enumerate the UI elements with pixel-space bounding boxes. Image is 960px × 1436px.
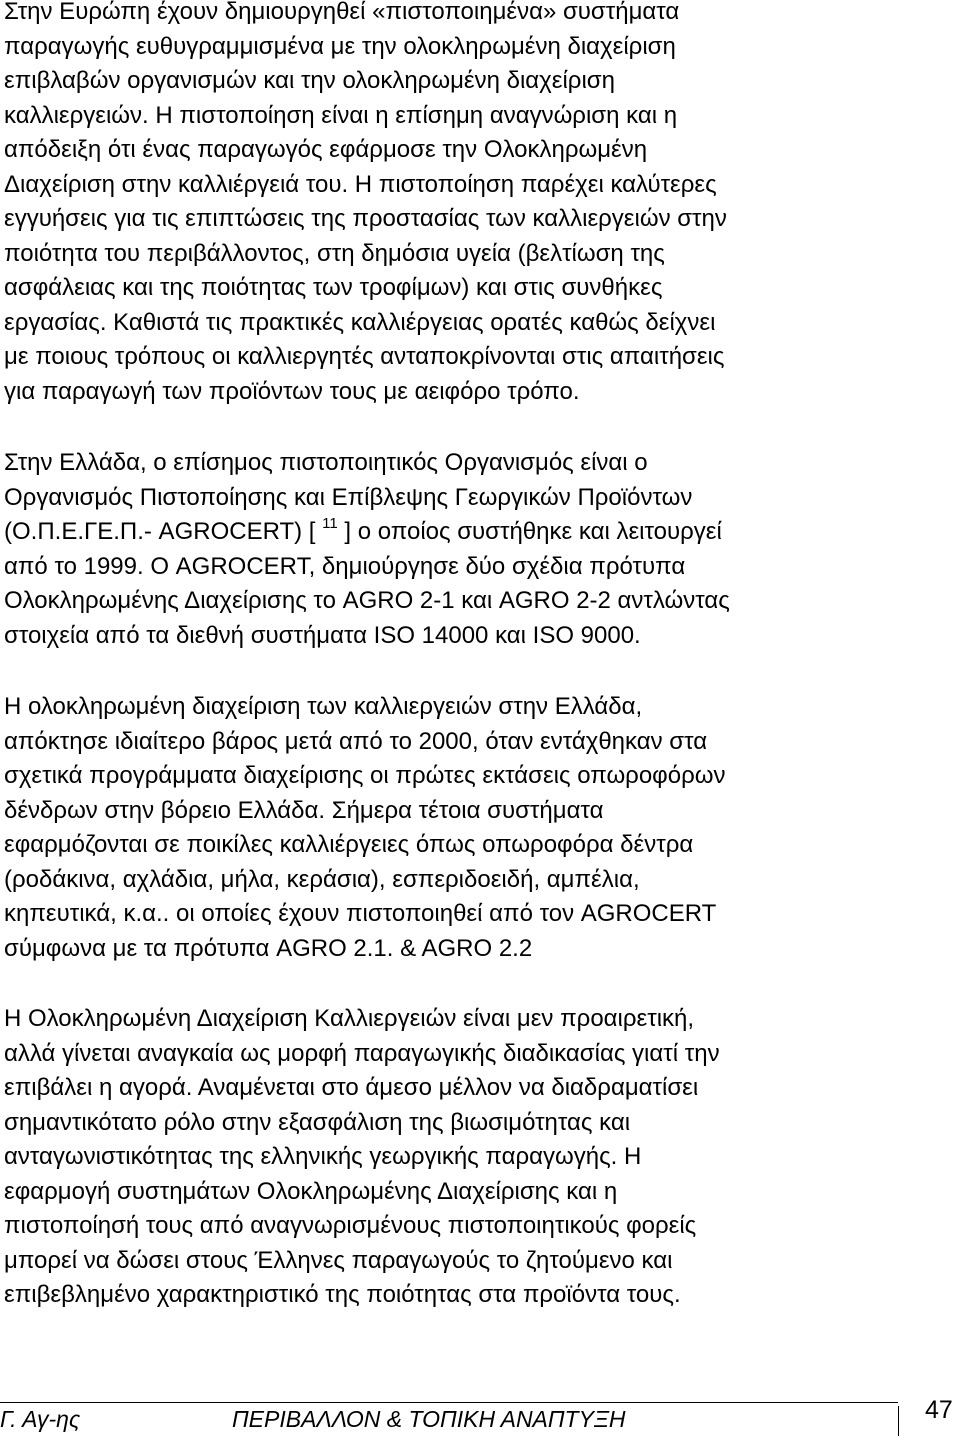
text-line: σχετικά προγράμματα διαχείρισης οι πρώτες εκτάσεις οπωροφόρων (4, 762, 726, 789)
text-line: Οργανισμός Πιστοποίησης και Επίβλεψης Γεωργικών Προϊόντων (4, 483, 693, 511)
reference-line-after: ] ο οποίος συστήθηκε και λειτουργεί (337, 518, 722, 545)
page-footer (0, 1396, 960, 1436)
text-line: πιστοποίησή τους από αναγνωρισμένους πιστοποιητικούς φορείς (4, 1212, 697, 1239)
text-line: ανταγωνιστικότητας της ελληνικής γεωργικής παραγωγής. Η (4, 1143, 642, 1170)
footer-title: ΠΕΡΙΒΑΛΛΟΝ & ΤΟΠΙΚΗ ΑΝΑΠΤΥΞΗ (232, 1406, 626, 1432)
text-line: Η Ολοκληρωμένη Διαχείριση Καλλιεργειών είναι μεν προαιρετική, (4, 1005, 695, 1032)
text-line: απόκτησε ιδιαίτερο βάρος μετά από το 2000, όταν εντάχθηκαν στα (4, 727, 708, 755)
text-line: για παραγωγή των προϊόντων τους με αειφόρο τρόπο. (4, 377, 580, 405)
footer-divider (898, 1406, 899, 1436)
text-line-with-reference (4, 515, 948, 550)
paragraph-integrated-management-greece (4, 690, 948, 966)
footer-author: Γ. Αγ-ης (0, 1406, 81, 1432)
text-line: παραγωγής ευθυγραμμισμένα με την ολοκληρωμένη διαχείριση (4, 32, 676, 60)
text-line: Ολοκληρωμένης Διαχείρισης το AGRO 2-1 και AGRO 2-2 αντλώντας (4, 587, 730, 614)
text-line: επιβάλει η αγορά. Αναμένεται στο άμεσο μέλλον να διαδραματίσει (4, 1074, 699, 1101)
paragraph-certification-europe (4, 0, 948, 409)
text-line: σημαντικότατο ρόλο στην εξασφάλιση της βιωσιμότητας και (4, 1108, 631, 1136)
footer-rule (0, 1402, 898, 1403)
text-line: καλλιεργειών. Η πιστοποίηση είναι η επίσημη αναγνώριση και η (4, 101, 678, 129)
paragraph-market-requirement (4, 1002, 948, 1313)
reference-line-before: (Ο.Π.Ε.ΓΕ.Π.- AGROCERT) [ (4, 518, 323, 545)
text-line: με ποιους τρόπους οι καλλιεργητές ανταποκρίνονται στις απαιτήσεις (4, 343, 725, 370)
text-line: εφαρμόζονται σε ποικίλες καλλιέργειες όπως οπωροφόρα δέντρα (4, 831, 694, 858)
text-line: εργασίας. Καθιστά τις πρακτικές καλλιέργειας ορατές καθώς δείχνει (4, 308, 716, 336)
text-line: ασφάλειας και της ποιότητας των τροφίμων) και στις συνθήκες (4, 274, 663, 301)
text-line: κηπευτικά, κ.α.. οι οποίες έχουν πιστοποιηθεί από τον AGROCERT (4, 900, 717, 927)
text-line: Στην Ευρώπη έχουν δημιουργηθεί «πιστοποιημένα» συστήματα (4, 0, 680, 25)
text-line: απόδειξη ότι ένας παραγωγός εφάρμοσε την Ολοκληρωμένη (4, 136, 648, 163)
text-line: Η ολοκληρωμένη διαχείριση των καλλιεργειών στην Ελλάδα, (4, 693, 643, 720)
text-line: επιβλαβών οργανισμών και την ολοκληρωμένη διαχείριση (4, 67, 615, 94)
text-line: από το 1999. Ο AGROCERT, δημιούργησε δύο σχέδια πρότυπα (4, 552, 686, 580)
text-line: μπορεί να δώσει στους Έλληνες παραγωγούς το ζητούμενο και (4, 1246, 673, 1274)
text-line: σύμφωνα με τα πρότυπα AGRO 2.1. & AGRO 2.2 (4, 934, 533, 962)
text-line: Στην Ελλάδα, ο επίσημος πιστοποιητικός Οργανισμός είναι ο (4, 449, 648, 476)
page-number: 47 (925, 1396, 953, 1424)
text-line: στοιχεία από τα διεθνή συστήματα ISO 14000 και ISO 9000. (4, 621, 641, 649)
text-line: ποιότητα του περιβάλλοντος, στη δημόσια υγεία (βελτίωση της (4, 239, 665, 267)
text-line: αλλά γίνεται αναγκαία ως μορφή παραγωγικής διαδικασίας γιατί την (4, 1039, 720, 1067)
text-line: εγγυήσεις για τις επιπτώσεις της προστασίας των καλλιεργειών στην (4, 205, 727, 232)
reference-number: 11 (322, 515, 338, 532)
paragraph-agrocert-greece (4, 446, 948, 653)
text-line: δένδρων στην βόρειο Ελλάδα. Σήμερα τέτοια συστήματα (4, 796, 604, 824)
text-line: επιβεβλημένο χαρακτηριστικό της ποιότητας στα προϊόντα τους. (4, 1281, 681, 1308)
text-line: Διαχείριση στην καλλιέργειά του. Η πιστοποίηση παρέχει καλύτερες (4, 170, 717, 198)
text-line: εφαρμογή συστημάτων Ολοκληρωμένης Διαχείρισης και η (4, 1177, 618, 1205)
text-line: (ροδάκινα, αχλάδια, μήλα, κεράσια), εσπεριδοειδή, αμπέλια, (4, 865, 640, 893)
